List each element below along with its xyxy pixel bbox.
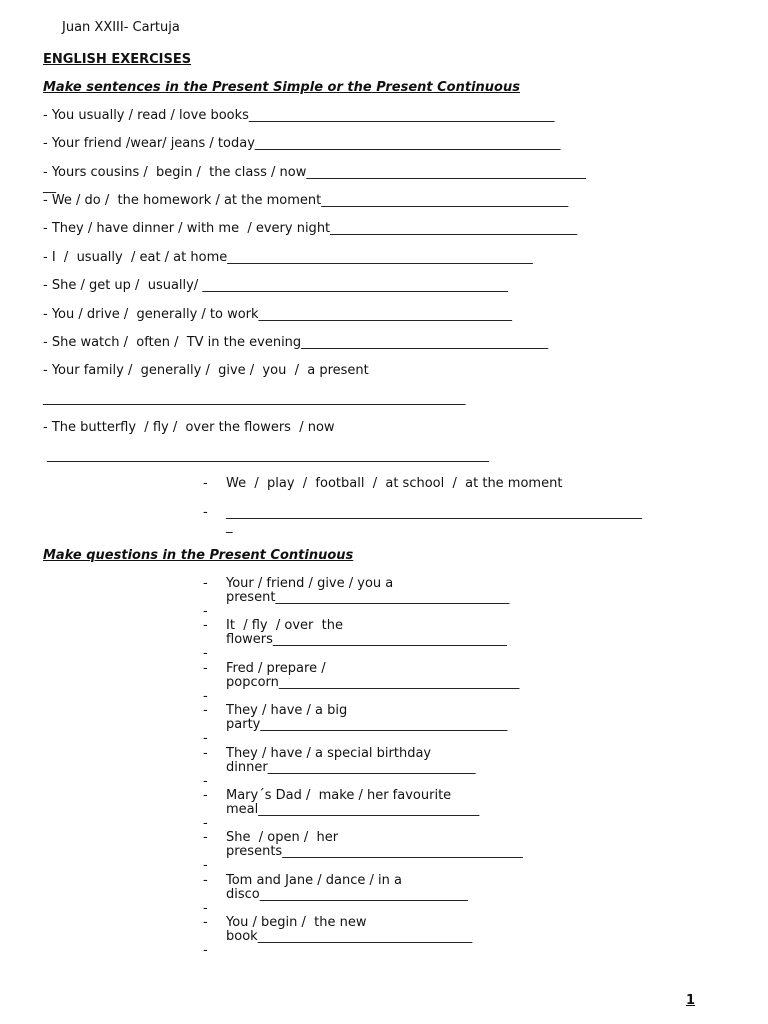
question-line2: book_________________________________: [226, 929, 473, 944]
question-dash: -: [203, 901, 208, 916]
exercise-line: - They / have dinner / with me / every night______________________________________: [43, 221, 578, 236]
question-dash: -: [203, 731, 208, 746]
question-line2: disco________________________________: [226, 887, 468, 902]
bullet-text: _: [226, 519, 233, 534]
school-name: Juan XXIII- Cartuja: [62, 20, 180, 35]
question-line1: You / begin / the new: [226, 915, 367, 930]
question-line1: They / have / a big: [226, 703, 348, 718]
exercise-line: - Your friend /wear/ jeans / today_______________________________________________: [43, 136, 561, 151]
exercise-line: - Your family / generally / give / you / a present: [43, 363, 369, 378]
question-line1: Mary´s Dad / make / her favourite: [226, 788, 452, 803]
exercise-line: - You usually / read / love books_______________________________________________: [43, 108, 555, 123]
question-dash: -: [203, 830, 208, 845]
question-dash: -: [203, 915, 208, 930]
question-dash: -: [203, 576, 208, 591]
question-line2: party______________________________________: [226, 717, 508, 732]
bullet-text: ________________________________________________________________: [226, 505, 642, 520]
question-line2: presents_____________________________________: [226, 844, 523, 859]
exercise-line: - Yours cousins / begin / the class / now___________________________________________: [43, 165, 586, 180]
question-line2: present____________________________________: [226, 590, 510, 605]
question-line2: flowers____________________________________: [226, 632, 507, 647]
question-dash: -: [203, 703, 208, 718]
exercise-line: - She watch / often / TV in the evening______________________________________: [43, 335, 549, 350]
exercise-line: - She / get up / usually/ _______________________________________________: [43, 278, 508, 293]
exercise-line: __: [43, 179, 56, 194]
question-dash: -: [203, 788, 208, 803]
bullet-dash: -: [203, 505, 208, 520]
section2-heading: Make questions in the Present Continuous: [43, 548, 354, 563]
section1-heading: Make sentences in the Present Simple or the Present Continuous: [43, 80, 520, 95]
question-line2: dinner________________________________: [226, 760, 476, 775]
exercise-line: - The butterfly / fly / over the flowers / now: [43, 420, 335, 435]
question-line2: popcorn_____________________________________: [226, 675, 520, 690]
page-title: ENGLISH EXERCISES: [43, 52, 192, 67]
bullet-dash: -: [203, 476, 208, 491]
question-line1: Tom and Jane / dance / in a: [226, 873, 402, 888]
question-dash: -: [203, 774, 208, 789]
exercise-line: - We / do / the homework / at the moment______________________________________: [43, 193, 569, 208]
question-dash: -: [203, 746, 208, 761]
question-dash: -: [203, 858, 208, 873]
bullet-text: We / play / football / at school / at the moment: [226, 476, 563, 491]
question-dash: -: [203, 943, 208, 958]
exercise-line: - I / usually / eat / at home_______________________________________________: [43, 250, 533, 265]
question-line1: She / open / her: [226, 830, 339, 845]
exercise-line: ____________________________________________________________________: [47, 448, 489, 463]
question-dash: -: [203, 689, 208, 704]
question-line1: It / fly / over the: [226, 618, 343, 633]
question-dash: -: [203, 873, 208, 888]
page-number: 1: [686, 993, 696, 1008]
question-line1: Fred / prepare /: [226, 661, 326, 676]
question-line1: They / have / a special birthday: [226, 746, 432, 761]
question-dash: -: [203, 646, 208, 661]
question-line1: Your / friend / give / you a: [226, 576, 394, 591]
question-line2: meal__________________________________: [226, 802, 480, 817]
question-dash: -: [203, 604, 208, 619]
question-dash: -: [203, 661, 208, 676]
exercise-line: _________________________________________________________________: [43, 391, 466, 406]
question-dash: -: [203, 816, 208, 831]
question-dash: -: [203, 618, 208, 633]
exercise-line: - You / drive / generally / to work_______________________________________: [43, 307, 513, 322]
